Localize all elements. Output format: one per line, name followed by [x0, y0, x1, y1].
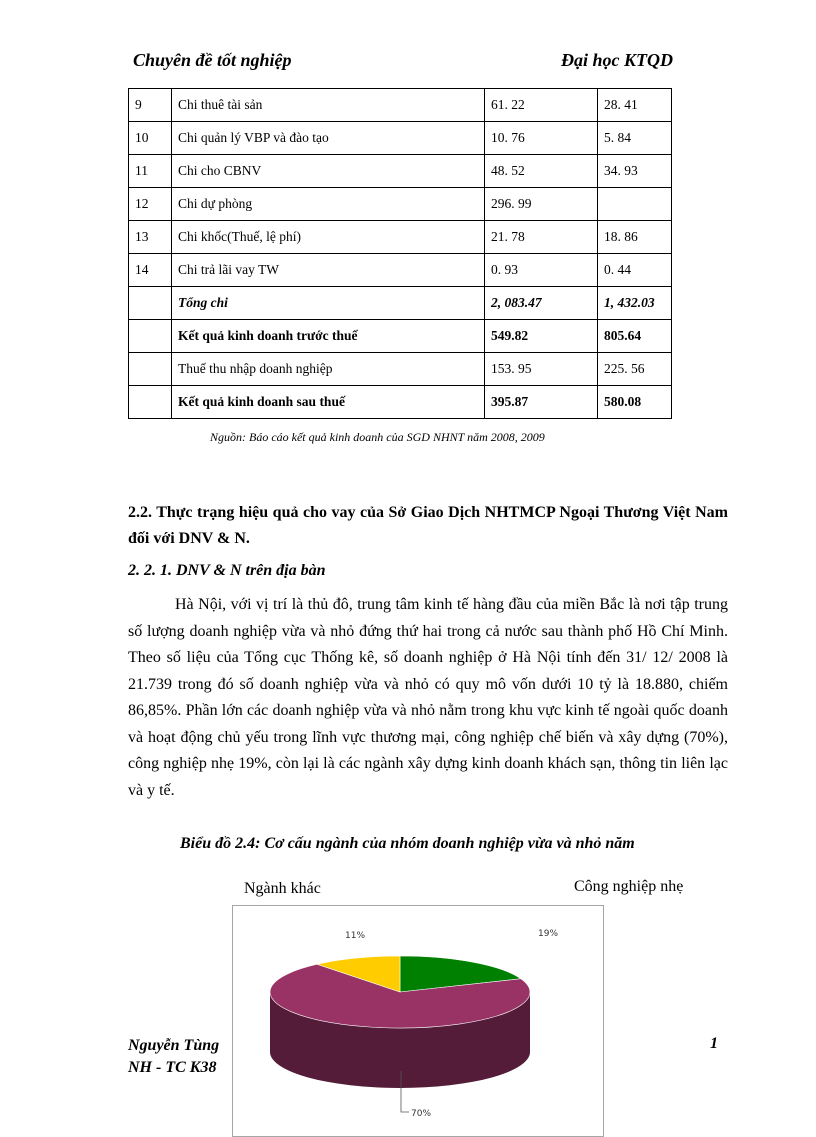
row-description: Chi dự phòng: [172, 188, 485, 221]
row-number: 9: [129, 89, 172, 122]
row-number: 13: [129, 221, 172, 254]
row-description: Thuế thu nhập doanh nghiệp: [172, 353, 485, 386]
subsection-title: 2. 2. 1. DNV & N trên địa bàn: [128, 562, 326, 579]
row-description: Chi thuê tài sản: [172, 89, 485, 122]
pie-data-label: 11%: [345, 931, 366, 941]
row-value-2008: 395.87: [485, 386, 598, 419]
row-value-2008: 21. 78: [485, 221, 598, 254]
table-row: [129, 155, 672, 188]
footer-author-name: Nguyễn Tùng: [128, 1037, 220, 1054]
row-number: [129, 353, 172, 386]
row-value-2009: 225. 56: [598, 353, 672, 386]
row-value-2009: 18. 86: [598, 221, 672, 254]
pie-chart-svg: [233, 906, 603, 1136]
chart-caption: Biểu đồ 2.4: Cơ cấu ngành của nhóm doanh nghiệp vừa và nhỏ năm: [180, 835, 635, 852]
row-description: Chi trả lãi vay TW: [172, 254, 485, 287]
pie-data-label: 70%: [411, 1109, 432, 1119]
pie-chart: [232, 905, 604, 1137]
chart-label-light-industry: Công nghiệp nhẹ: [574, 878, 684, 895]
table-row: [129, 386, 672, 419]
financial-table: [128, 88, 672, 419]
row-value-2009: 34. 93: [598, 155, 672, 188]
footer-author-class: NH - TC K38: [128, 1059, 217, 1076]
row-number: [129, 386, 172, 419]
row-value-2008: 10. 76: [485, 122, 598, 155]
table-row: [129, 221, 672, 254]
row-value-2008: 296. 99: [485, 188, 598, 221]
chart-label-other: Ngành khác: [244, 880, 321, 897]
row-value-2008: 2, 083.47: [485, 287, 598, 320]
row-description: Kết quả kinh doanh sau thuế: [172, 386, 485, 419]
row-number: 10: [129, 122, 172, 155]
table-row: [129, 287, 672, 320]
table-row: [129, 122, 672, 155]
source-note: Nguồn: Báo cáo kết quả kinh doanh của SGD NHNT năm 2008, 2009: [210, 430, 545, 444]
row-number: 11: [129, 155, 172, 188]
section-title: 2.2. Thực trạng hiệu quả cho vay của Sở Giao Dịch NHTMCP Ngoại Thương Việt Nam đối với DNV & N.: [128, 504, 728, 547]
row-description: Tổng chi: [172, 287, 485, 320]
row-value-2009: 580.08: [598, 386, 672, 419]
row-description: Kết quả kinh doanh trước thuế: [172, 320, 485, 353]
row-value-2009: 1, 432.03: [598, 287, 672, 320]
row-value-2008: 61. 22: [485, 89, 598, 122]
row-number: [129, 320, 172, 353]
row-value-2009: 5. 84: [598, 122, 672, 155]
pie-data-label: 19%: [538, 929, 559, 939]
page-number: 1: [710, 1035, 718, 1052]
row-description: Chi cho CBNV: [172, 155, 485, 188]
row-number: 14: [129, 254, 172, 287]
row-value-2009: 805.64: [598, 320, 672, 353]
row-value-2008: 549.82: [485, 320, 598, 353]
row-value-2009: 28. 41: [598, 89, 672, 122]
row-value-2009: 0. 44: [598, 254, 672, 287]
row-description: Chi khốc(Thuế, lệ phí): [172, 221, 485, 254]
row-description: Chi quản lý VBP và đào tạo: [172, 122, 485, 155]
body-paragraph: Hà Nội, với vị trí là thủ đô, trung tâm kinh tế hàng đầu của miền Bắc là nơi tập trung số lượng doanh nghiệp vừa và nhỏ đứng thứ hai trong cả nước sau thành phố Hồ Chí Minh. Theo số liệu của Tổng cục Thống kê, số doanh nghiệp ở Hà Nội tính đến 31/ 12/ 2008 là 21.739 trong đó số doanh nghiệp vừa và nhỏ có quy mô vốn dưới 10 tỷ là 18.880, chiếm 86,85%. Phần lớn các doanh nghiệp vừa và nhỏ nằm trong khu vực kinh tế ngoài quốc doanh và hoạt động chủ yếu trong lĩnh vực thương mại, công nghiệp chế biến và xây dựng (70%), công nghiệp nhẹ 19%, còn lại là các ngành xây dựng kinh doanh khách sạn, thông tin liên lạc và y tế.: [128, 596, 728, 799]
row-number: 12: [129, 188, 172, 221]
header-left: Chuyên đề tốt nghiệp: [133, 50, 292, 70]
table-row: [129, 89, 672, 122]
row-value-2008: 0. 93: [485, 254, 598, 287]
table-row: [129, 353, 672, 386]
row-number: [129, 287, 172, 320]
table-row: [129, 188, 672, 221]
header-right: Đại học KTQD: [561, 50, 673, 70]
row-value-2009: [598, 188, 672, 221]
row-value-2008: 153. 95: [485, 353, 598, 386]
table-row: [129, 254, 672, 287]
footer-author: [128, 1035, 219, 1079]
row-value-2008: 48. 52: [485, 155, 598, 188]
table-row: [129, 320, 672, 353]
